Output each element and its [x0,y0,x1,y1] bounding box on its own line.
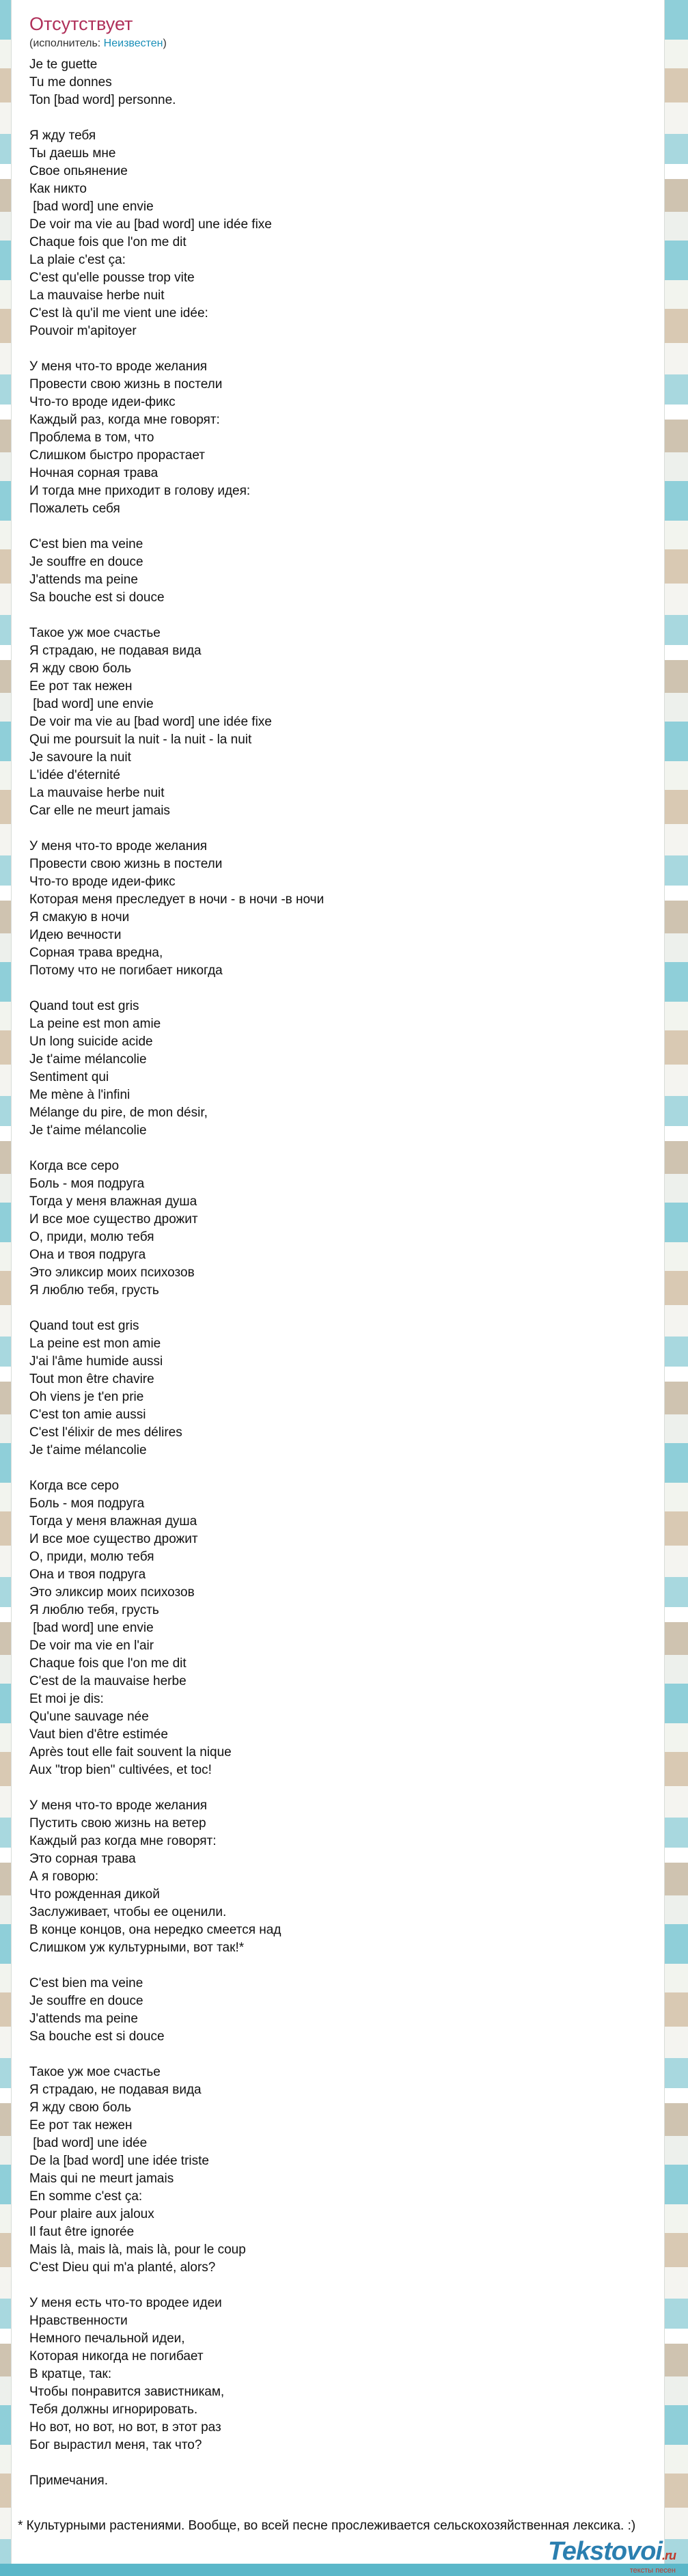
artist-line [29,37,664,51]
song-header [12,0,664,51]
footnote-text: * Культурными растениями. Вообще, во всей песне прослеживается сельскохозяйственная лексика. :) [18,2519,636,2533]
artist-suffix: ) [163,38,167,49]
lyrics-card [11,0,665,2576]
logo-wordmark [548,2538,676,2569]
artist-link[interactable]: Неизвестен [103,38,163,49]
logo-domain: .ru [661,2549,676,2562]
artist-prefix: (исполнитель: [29,38,104,49]
lyrics-text: Je te guette Tu me donnes Ton [bad word] personne. Я жду тебя Ты даешь мне Свое опьянение Как никто [bad word] une envie De voir ma vie au [bad word] une idée fixe Chaque fois que l'on me dit La plaie c'est ça: C'est qu'elle pousse trop vite La mauvaise herbe nuit C'est là qu'il me vient une idée: Pouvoir m'apitoyer У меня что-то вроде желания Провести свою жизнь в постели Что-то вроде идеи-фикс Каждый раз, когда мне говорят: Проблема в том, что Слишком быстро прорастает Ночная сорная трава И тогда мне приходит в голову идея: Пожалеть себя C'est bien ma veine Je souffre en douce J'attends ma peine Sa bouche est si douce Такое уж мое счастье Я страдаю, не подавая вида Я жду свою боль Ее рот так нежен [bad word] une envie De voir ma vie au [bad word] une idée fixe Qui me poursuit la nuit - la nuit - la nuit Je savoure la nuit L'idée d'éternité La mauvaise herbe nuit Car elle ne meurt jamais У меня что-то вроде желания Провести свою жизнь в постели Что-то вроде идеи-фикс Которая меня преследует в ночи - в ночи -в ночи Я смакую в ночи Идею вечности Сорная трава вредна, Потому что не погибает никогда Quand tout est gris La peine est mon amie Un long suicide acide Je t'aime mélancolie Sentiment qui Me mène à l'infini Mélange du pire, de mon désir, Je t'aime mélancolie Когда все серо Боль - моя подруга Тогда у меня влажная душа И все мое существо дрожит О, приди, молю тебя Она и твоя подруга Это эликсир моих психозов Я люблю тебя, грусть Quand tout est gris La peine est mon amie J'ai l'âme humide aussi Tout mon être chavire Oh viens je t'en prie C'est ton amie aussi C'est l'élixir de mes délires Je t'aime mélancolie Когда все серо Боль - моя подруга Тогда у меня влажная душа И все мое существо дрожит О, приди, молю тебя Она и твоя подруга Это эликсир моих психозов Я люблю тебя, грусть [bad word] une envie De voir ma vie en l'air Chaque fois que l'on me dit C'est de la mauvaise herbe Et moi je dis: Qu'une sauvage née Vaut bien d'être estimée Après tout elle fait souvent la nique Aux "trop bien" cultivées, et toc! У меня что-то вроде желания Пустить свою жизнь на ветер Каждый раз когда мне говорят: Это сорная трава А я говорю: Что рожденная дикой Заслуживает, чтобы ее оценили. В конце концов, она нередко смеется над Слишком уж культурными, вот так!* C'est bien ma veine Je souffre en douce J'attends ma peine Sa bouche est si douce Такое уж мое счастье Я страдаю, не подавая вида Я жду свою боль Ее рот так нежен [bad word] une idée De la [bad word] une idée triste Mais qui ne meurt jamais En somme c'est ça: Pour plaire aux jaloux Il faut être ignorée Mais là, mais là, mais là, pour le coup C'est Dieu qui m'a planté, alors? У меня есть что-то вродее идеи Нравственности Немного печальной идеи, Которая никогда не погибает В кратце, так: Чтобы понравится завистникам, Тебя должны игнорировать. Но вот, но вот, но вот, в этот раз Бог вырастил меня, так что? Примечания. [29,57,325,2488]
site-logo[interactable] [548,2538,676,2575]
logo-tagline: тексты песен [629,2566,676,2575]
song-title: Отсутствует [29,14,133,34]
logo-name: Tekstovoi [548,2537,662,2566]
